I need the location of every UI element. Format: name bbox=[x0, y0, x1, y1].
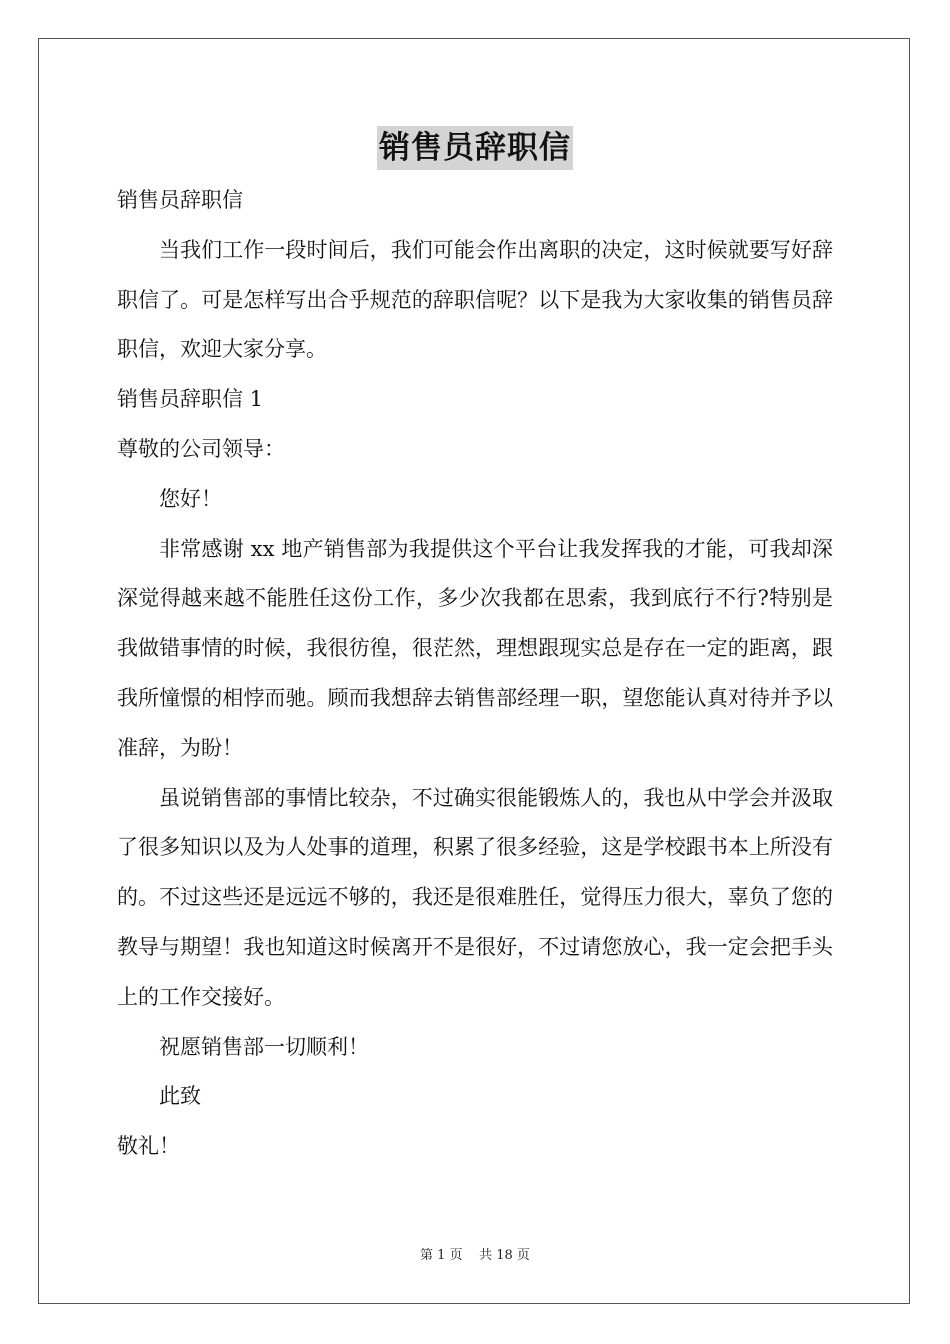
page-number: 第 1 页 bbox=[420, 1248, 463, 1263]
paragraph-closing: 此致 bbox=[159, 1084, 201, 1109]
paragraph-regards: 敬礼！ bbox=[117, 1134, 180, 1159]
paragraph-body-2: 虽说销售部的事情比较杂，不过确实很能锻炼人的，我也从中学会并汲取了很多知识以及为人处事的道理，积累了很多经验，这是学校跟书本上所没有的。不过这些还是远远不够的，我还是很难胜任，觉得压力很大，辜负了您的教导与期望！我也知道这时候离开不是很好，不过请您放心，我一定会把手头上的工作交接好。 bbox=[117, 785, 833, 1009]
paragraph-greeting: 您好！ bbox=[159, 486, 222, 511]
title-container bbox=[0, 126, 950, 170]
paragraph-body-1: 非常感谢 xx 地产销售部为我提供这个平台让我发挥我的才能，可我却深深觉得越来越不能胜任这份工作，多少次我都在思索，我到底行不行?特别是我做错事情的时候，我很彷徨，很茫然，理想跟现实总是存在一定的距离，跟我所憧憬的相悖而驰。顾而我想辞去销售部经理一职，望您能认真对待并予以准辞，为盼！ bbox=[117, 536, 833, 760]
paragraph-heading: 销售员辞职信 bbox=[117, 188, 243, 212]
paragraph-section-heading: 销售员辞职信 1 bbox=[117, 387, 264, 412]
paragraph-wish: 祝愿销售部一切顺利！ bbox=[159, 1034, 369, 1059]
page-footer bbox=[0, 1246, 950, 1266]
document-body bbox=[117, 176, 833, 1172]
paragraph-intro: 当我们工作一段时间后，我们可能会作出离职的决定，这时候就要写好辞职信了。可是怎样写出合乎规范的辞职信呢？以下是我为大家收集的销售员辞职信，欢迎大家分享。 bbox=[117, 237, 833, 362]
paragraph-salutation: 尊敬的公司领导： bbox=[117, 436, 285, 461]
document-title: 销售员辞职信 bbox=[377, 126, 573, 170]
page-total: 共 18 页 bbox=[479, 1248, 530, 1263]
